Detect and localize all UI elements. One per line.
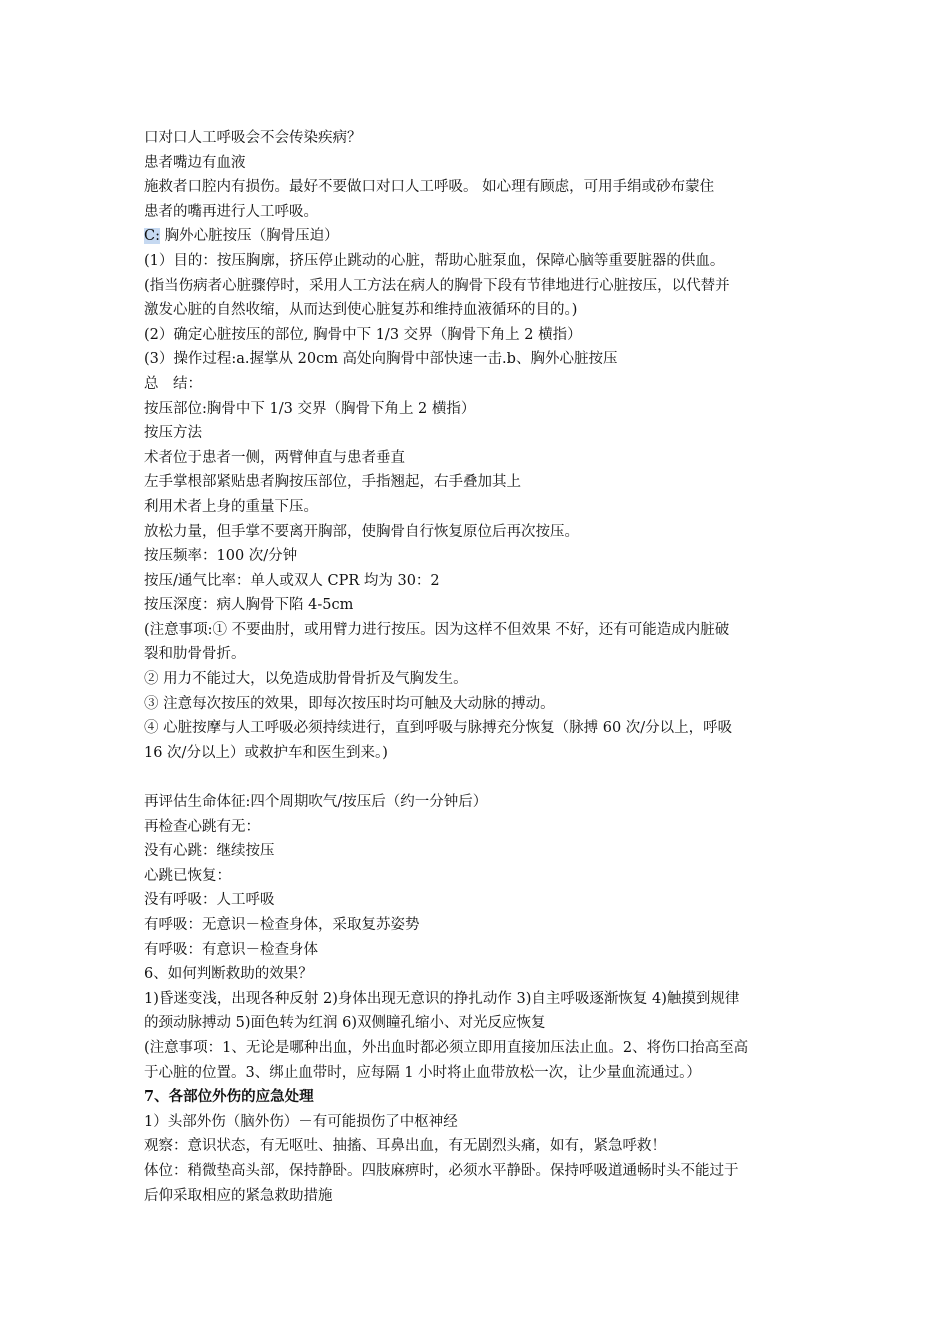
text-line: 的颈动脉搏动 5)面色转为红润 6)双侧瞳孔缩小、对光反应恢复 bbox=[144, 1015, 546, 1032]
text-line: (指当伤病者心脏骤停时，采用人工方法在病人的胸骨下段有节律地进行心脏按压，以代替并 bbox=[144, 277, 730, 294]
text-line: 利用术者上身的重量下压。 bbox=[144, 498, 318, 515]
document-body bbox=[144, 126, 812, 1208]
text-line: (1）目的：按压胸廓，挤压停止跳动的心脏，帮助心脏泵血，保障心脑等重要脏器的供血。 bbox=[144, 252, 725, 269]
section-7-heading: 7、各部位外伤的应急处理 bbox=[144, 1088, 314, 1106]
text-line: 心跳已恢复： bbox=[144, 867, 231, 884]
text-line: 后仰采取相应的紧急救助措施 bbox=[144, 1187, 333, 1204]
text-line: 体位：稍微垫高头部，保持静卧。四肢麻痹时，必须水平静卧。保持呼吸道通畅时头不能过于 bbox=[144, 1162, 739, 1179]
text-line: 激发心脏的自然收缩，从而达到使心脏复苏和维持血液循环的目的。) bbox=[144, 302, 578, 319]
text-line: 观察：意识状态，有无呕吐、抽搐、耳鼻出血，有无剧烈头痛，如有，紧急呼救！ bbox=[144, 1138, 666, 1155]
highlighted-label: C: bbox=[144, 228, 160, 245]
text-line: 患者的嘴再进行人工呼吸。 bbox=[144, 203, 318, 220]
text-line: (注意事项:① 不要曲肘，或用臂力进行按压。因为这样不但效果 不好，还有可能造成内脏破 bbox=[144, 621, 730, 638]
text-line: 有呼吸：无意识－检查身体，采取复苏姿势 bbox=[144, 917, 420, 933]
text-line: 没有心跳：继续按压 bbox=[144, 843, 275, 860]
text-line: 按压方法 bbox=[144, 425, 202, 442]
text-line: 患者嘴边有血液 bbox=[144, 154, 246, 171]
text-line: 按压/通气比率：单人或双人 CPR 均为 30：2 bbox=[144, 572, 440, 589]
section-c-heading bbox=[144, 224, 812, 249]
text-line: 再评估生命体征:四个周期吹气/按压后（约一分钟后） bbox=[144, 794, 488, 811]
text-line: ④ 心脏按摩与人工呼吸必须持续进行，直到呼吸与脉搏充分恢复（脉搏 60 次/分以上，呼吸 bbox=[144, 720, 733, 737]
text-line: (3）操作过程:a.握掌从 20cm 高处向胸骨中部快速一击.b、胸外心脏按压 bbox=[144, 351, 618, 368]
summary-heading: 总 结： bbox=[144, 375, 202, 392]
text-line: 按压频率：100 次/分钟 bbox=[144, 548, 298, 565]
text-line: 放松力量，但手掌不要离开胸部，使胸骨自行恢复原位后再次按压。 bbox=[144, 523, 579, 540]
section-c-title: 胸外心脏按压（胸骨压迫） bbox=[159, 228, 339, 245]
text-line: (2）确定心脏按压的部位, 胸骨中下 1/3 交界（胸骨下角上 2 横指） bbox=[144, 326, 582, 343]
text-line: ③ 注意每次按压的效果，即每次按压时均可触及大动脉的搏动。 bbox=[144, 695, 555, 712]
section-6-heading: 6、如何判断救助的效果？ bbox=[144, 966, 313, 983]
text-line: 于心脏的位置。3、绑止血带时，应每隔 1 小时将止血带放松一次，让少量血流通过。） bbox=[144, 1064, 701, 1081]
text-line: 术者位于患者一侧，两臂伸直与患者垂直 bbox=[144, 449, 405, 466]
text-line: 裂和肋骨骨折。 bbox=[144, 646, 246, 663]
text-line: (注意事项：1、无论是哪种出血，外出血时都必须立即用直接加压法止血。2、将伤口抬高至高 bbox=[144, 1039, 749, 1056]
text-line: 1)昏迷变浅，出现各种反射 2)身体出现无意识的挣扎动作 3)自主呼吸逐渐恢复 4)触摸到规律 bbox=[144, 990, 740, 1007]
text-line: 1）头部外伤（脑外伤）－有可能损伤了中枢神经 bbox=[144, 1113, 458, 1130]
text-line: 16 次/分以上）或救护车和医生到来。) bbox=[144, 744, 388, 761]
text-line: 有呼吸：有意识－检查身体 bbox=[144, 941, 318, 958]
text-line: 施救者口腔内有损伤。最好不要做口对口人工呼吸。 如心理有顾虑，可用手绢或砂布蒙住 bbox=[144, 179, 715, 196]
text-line: 没有呼吸：人工呼吸 bbox=[144, 892, 275, 909]
text-line: 按压部位:胸骨中下 1/3 交界（胸骨下角上 2 横指） bbox=[144, 400, 476, 417]
text-line: 按压深度：病人胸骨下陷 4-5cm bbox=[144, 597, 354, 614]
question-heading: 口对口人工呼吸会不会传染疾病？ bbox=[144, 130, 362, 146]
text-line: ② 用力不能过大，以免造成肋骨骨折及气胸发生。 bbox=[144, 671, 468, 688]
text-line: 左手掌根部紧贴患者胸按压部位，手指翘起，右手叠加其上 bbox=[144, 474, 521, 491]
text-line: 再检查心跳有无： bbox=[144, 818, 260, 835]
blank-line bbox=[144, 765, 812, 790]
